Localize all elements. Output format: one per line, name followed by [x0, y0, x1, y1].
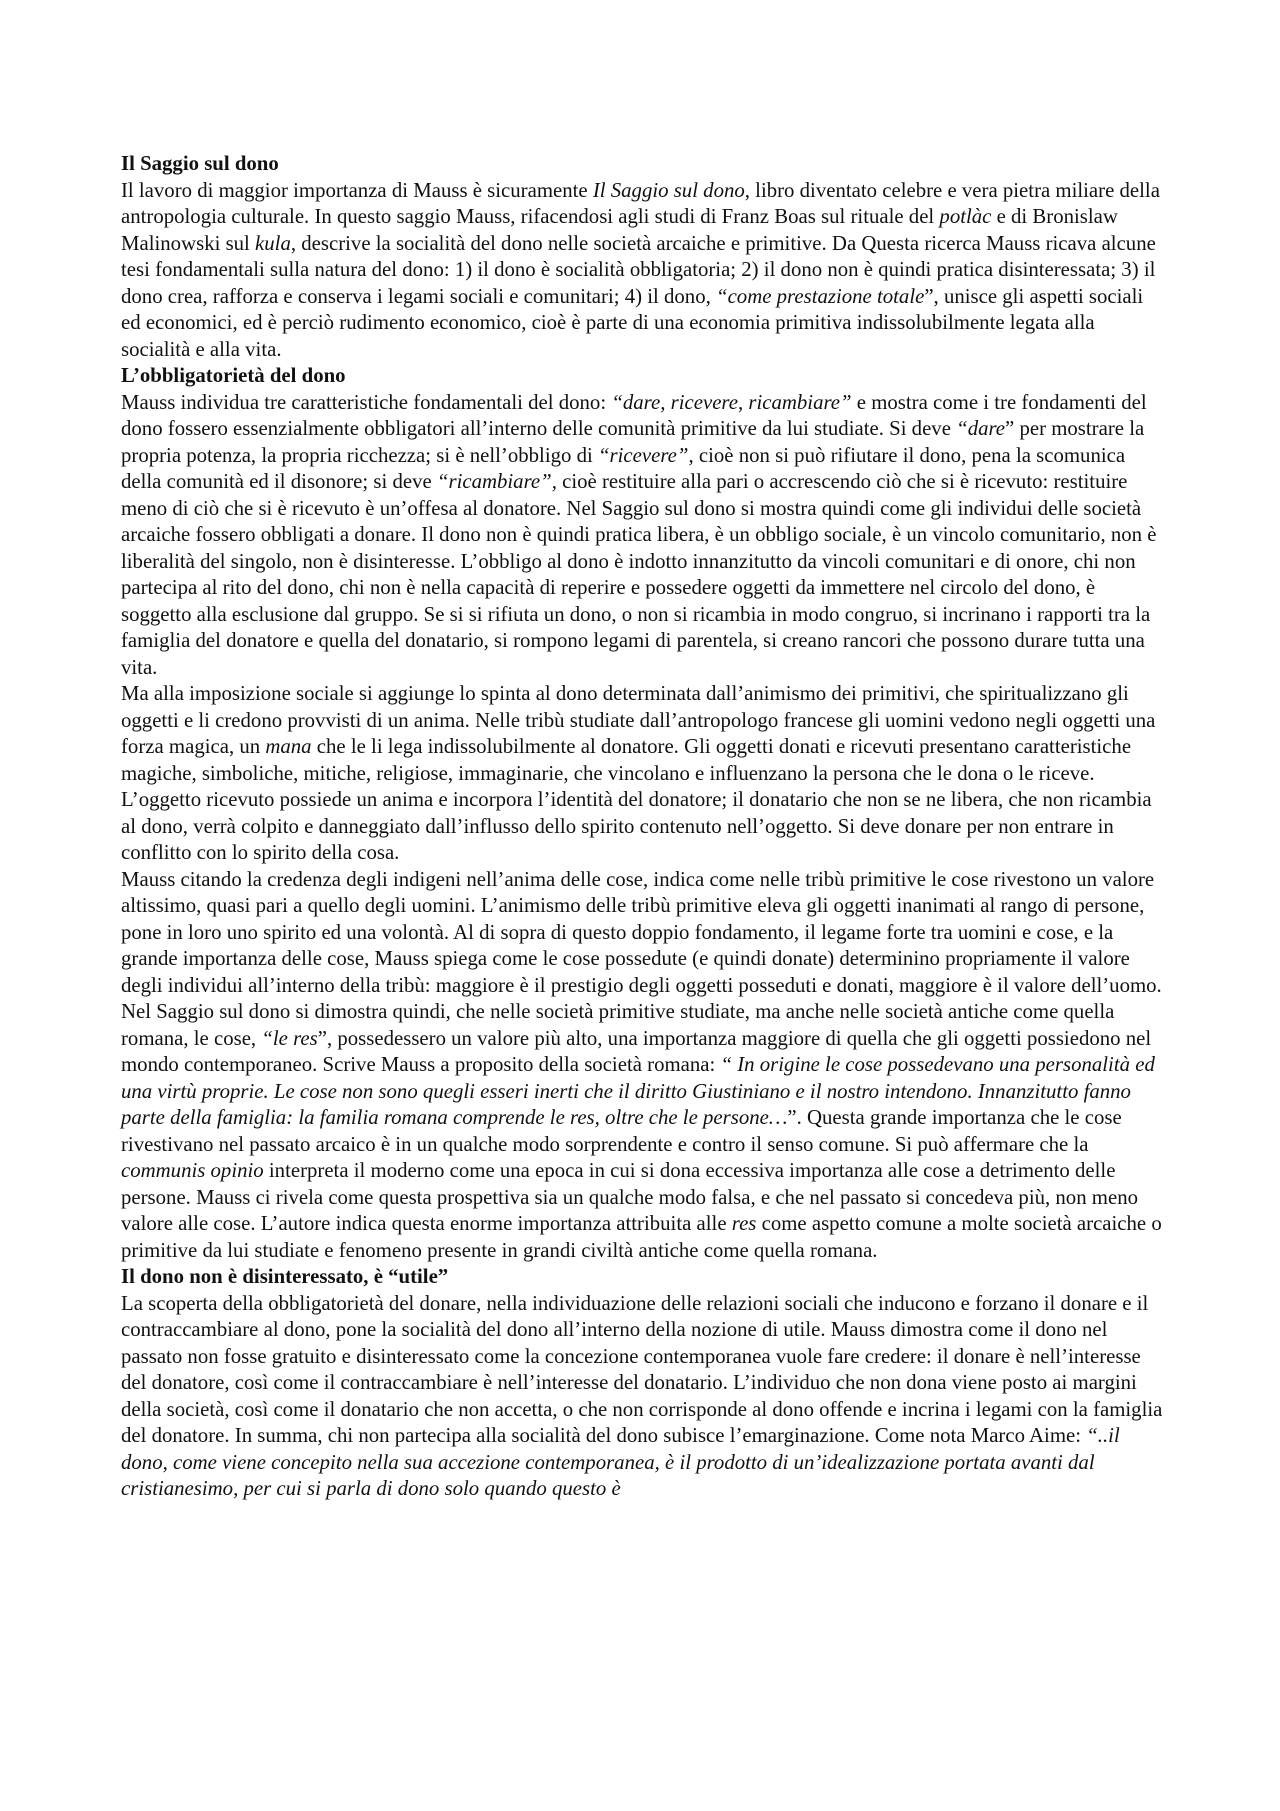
paragraph-obbligatorieta-3: Mauss citando la credenza degli indigeni nell’anima delle cose, indica come nelle tribù primitive le cose rivestono un valore altissimo, quasi pari a quello degli uomini. L’animismo delle tribù primitive eleva gli oggetti inanimati al rango di persone, pone in loro uno spirito ed una volontà. Al di sopra di questo doppio fondamento, il legame forte tra uomini e cose, e la grande importanza delle cose, Mauss spiega come le cose possedute (e quindi donate) determinino propriamente il valore degli individui all’interno della tribù: maggiore è il prestigio degli oggetti posseduti e donati, maggiore è il valore dell’uomo. — [121, 867, 1162, 997]
heading-obbligatorieta: L’obbligatorietà del dono — [121, 364, 346, 387]
paragraph-dono-utile: La scoperta della obbligatorietà del donare, nella individuazione delle relazioni sociali che inducono e forzano il donare e il contraccambiare al dono, pone la socialità del dono all’interno della nozione di utile. Mauss dimostra come il dono nel passato non fosse gratuito e disinteressato come la concezione contemporanea vuole fare credere: il donare è nell’interesse del donatore, così come il contraccambiare è nell’interesse del donatario. L’individuo che non dona viene posto ai margini della società, così come il donatario che non accetta, o che non corrisponde al dono offende e incrina i legami con la famiglia del donatore. In summa, chi non partecipa alla socialità del dono subisce l’emarginazione. Come nota Marco Aime: “..il dono, come viene concepito nella sua accezione contemporanea, è il prodotto di un’idealizzazione portata avanti dal cristianesimo, per cui si parla di dono solo quando questo è — [121, 1291, 1163, 1500]
paragraph-obbligatorieta-4: Nel Saggio sul dono si dimostra quindi, che nelle società primitive studiate, ma anche nelle società antiche come quella romana, le cose, “le res”, possedessero un valore più alto, una importanza maggiore di quella che gli oggetti possiedono nel mondo contemporaneo. Scrive Mauss a proposito della società romana: “ In origine le cose possedevano una personalità ed una virtù proprie. Le cose non sono quegli esseri inerti che il diritto Giustiniano e il nostro intendono. Innanzitutto fanno parte della famiglia: la familia romana comprende le res, oltre che le persone…”. Questa grande importanza che le cose rivestivano nel passato arcaico è in un qualche modo sorprendente e contro il senso comune. Si può affermare che la communis opinio interpreta il moderno come una epoca in cui si dona eccessiva importanza alle cose a detrimento delle persone. Mauss ci rivela come questa prospettiva sia un qualche modo falsa, e che nel passato si concedeva più, non meno valore alle cose. L’autore indica questa enorme importanza attribuita alle res come aspetto comune a molte società arcaiche o primitive da lui studiate e fenomeno presente in grandi civiltà antiche come quella romana. — [121, 1000, 1162, 1262]
heading-dono-utile: Il dono non è disinteressato, è “utile” — [121, 1265, 449, 1288]
paragraph-obbligatorieta-2: Ma alla imposizione sociale si aggiunge lo spinta al dono determinata dall’animismo dei primitivi, che spiritualizzano gli oggetti e li credono provvisti di un anima. Nelle tribù studiate dall’antropologo francese gli uomini vedono negli oggetti una forza magica, un mana che le li lega indissolubilmente al donatore. Gli oggetti donati e ricevuti presentano caratteristiche magiche, simboliche, mitiche, religiose, immaginarie, che vincolano e influenzano la persona che le dona o le riceve. L’oggetto ricevuto possiede un anima e incorpora l’identità del donatore; il donatario che non se ne libera, che non ricambia al dono, verrà colpito e danneggiato dall’influsso dello spirito contenuto nell’oggetto. Si deve donare per non entrare in conflitto con lo spirito della cosa. — [121, 682, 1156, 864]
heading-saggio-sul-dono: Il Saggio sul dono — [121, 152, 279, 175]
paragraph-saggio-intro: Il lavoro di maggior importanza di Mauss è sicuramente Il Saggio sul dono, libro diventato celebre e vera pietra miliare della antropologia culturale. In questo saggio Mauss, rifacendosi agli studi di Franz Boas sul rituale del potlàc e di Bronislaw Malinowski sul kula, descrive la socialità del dono nelle società arcaiche e primitive. Da Questa ricerca Mauss ricava alcune tesi fondamentali sulla natura del dono: 1) il dono è socialità obbligatoria; 2) il dono non è quindi pratica disinteressata; 3) il dono crea, rafforza e conserva i legami sociali e comunitari; 4) il dono, “come prestazione totale”, unisce gli aspetti sociali ed economici, ed è perciò rudimento economico, cioè è parte di una economia primitiva indissolubilmente legata alla socialità e alla vita. — [121, 178, 1160, 361]
document-body — [121, 151, 1165, 1503]
paragraph-obbligatorieta-1: Mauss individua tre caratteristiche fondamentali del dono: “dare, ricevere, ricambiare” e mostra come i tre fondamenti del dono fossero essenzialmente obbligatori all’interno delle comunità primitive da lui studiate. Si deve “dare” per mostrare la propria potenza, la propria ricchezza; si è nell’obbligo di “ricevere”, cioè non si può rifiutare il dono, pena la scomunica della comunità ed il disonore; si deve “ricambiare”, cioè restituire alla pari o accrescendo ciò che si è ricevuto: restituire meno di ciò che si è ricevuto è un’offesa al donatore. Nel Saggio sul dono si mostra quindi come gli individui delle società arcaiche fossero obbligati a donare. Il dono non è quindi pratica libera, è un obbligo sociale, è un vincolo comunitario, non è liberalità del singolo, non è disinteresse. L’obbligo al dono è indotto innanzitutto da vincoli comunitari e di onore, chi non partecipa al rito del dono, chi non è nella capacità di reperire e possedere oggetti da immettere nel circolo del dono, è soggetto alla esclusione dal gruppo. Se si si rifiuta un dono, o non si ricambia in modo congruo, si incrinano i rapporti tra la famiglia del donatore e quella del donatario, si rompono legami di parentela, si creano rancori che possono durare tutta una vita. — [121, 390, 1157, 679]
